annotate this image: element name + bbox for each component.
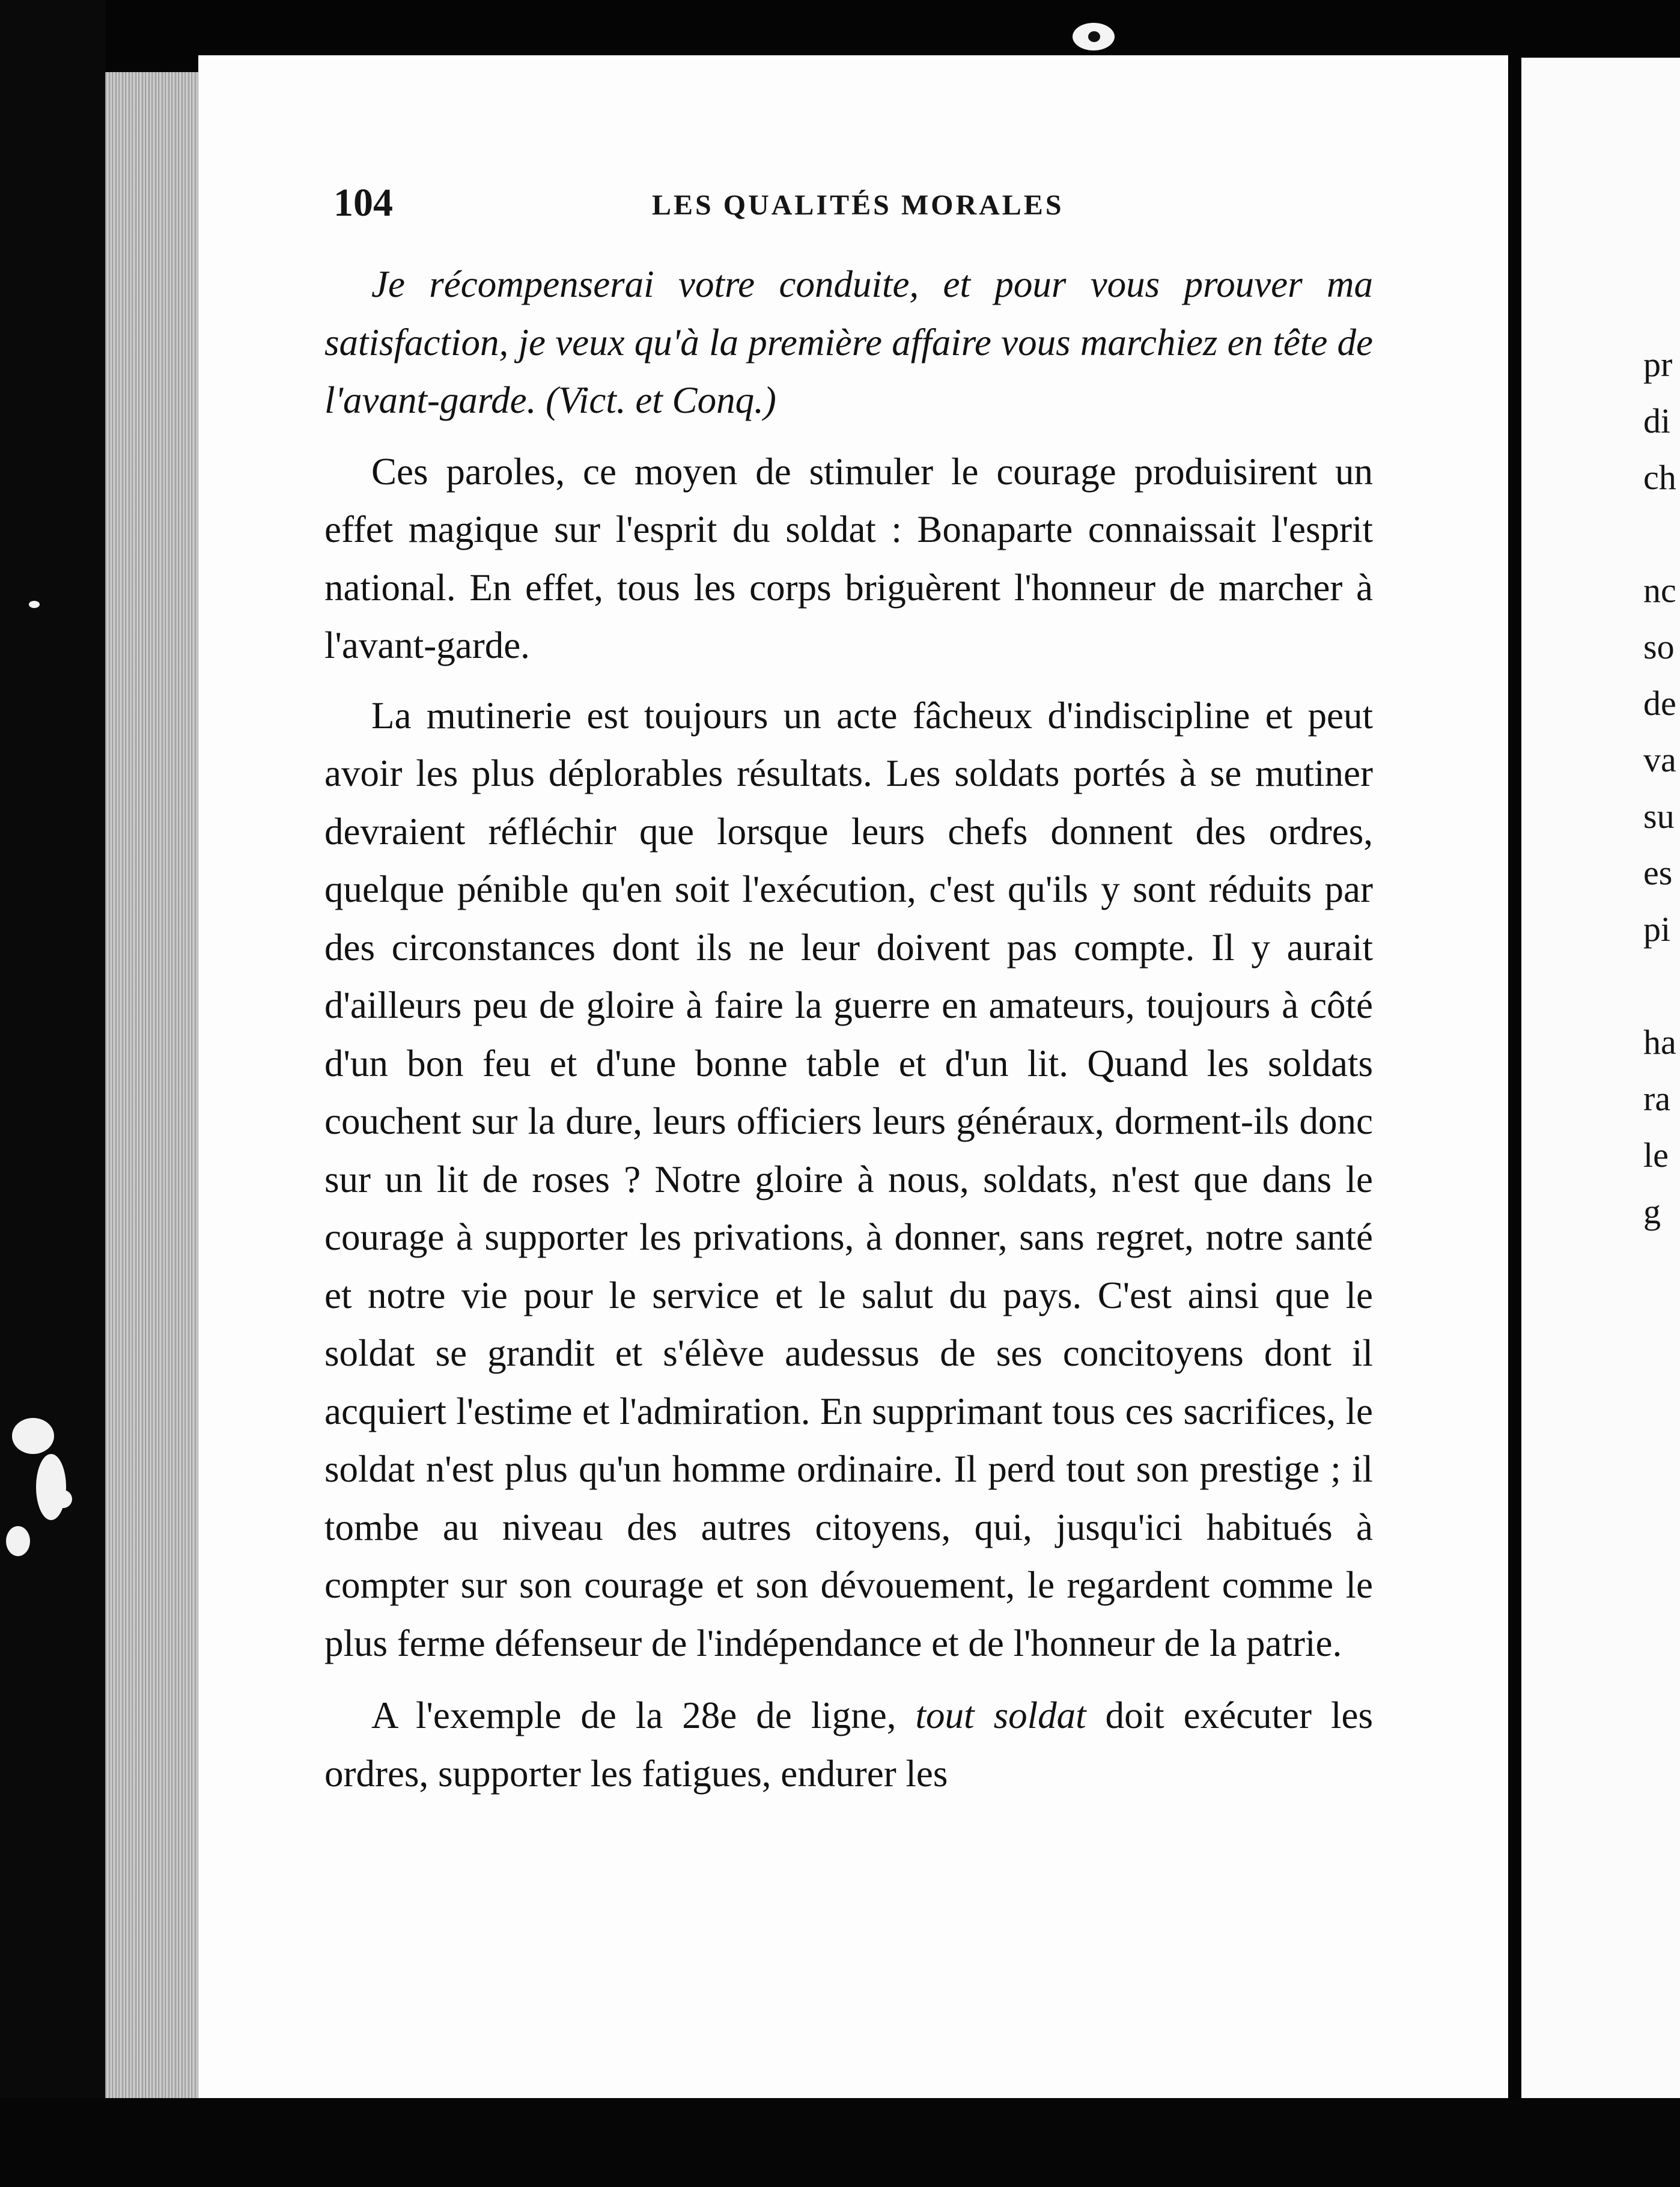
facing-page-fragment: pi — [1643, 910, 1671, 949]
page-number: 104 — [333, 181, 393, 225]
paragraph-text: A l'exemple de la 28e de ligne, — [371, 1694, 916, 1736]
facing-page-fragment: di — [1643, 401, 1671, 440]
paragraph: Ces paroles, ce moyen de stimuler le courage produisirent un effet magique sur l'esprit du soldat : Bonaparte connaissait l'esprit national. En effet, tous les corps briguèrent l'honneur de marcher à l'avant-garde. — [324, 450, 1373, 666]
paragraph-quote — [324, 255, 1373, 430]
facing-page-fragment: de — [1643, 684, 1676, 723]
facing-page-fragment: su — [1643, 797, 1675, 836]
facing-page-fragment: es — [1643, 853, 1673, 892]
paragraph — [324, 1687, 1373, 1802]
book-gutter — [1508, 60, 1521, 2097]
scan-background-left — [0, 0, 105, 2187]
facing-page-fragment: ra — [1643, 1079, 1671, 1118]
facing-page-fragment: pr — [1643, 345, 1673, 384]
scan-background-bottom — [0, 2098, 1680, 2187]
facing-page-fragment: ch — [1643, 458, 1676, 497]
italic-emphasis: tout soldat — [915, 1694, 1086, 1736]
book-page-edges — [105, 72, 204, 2100]
citation: (Vict. et Conq.) — [546, 379, 776, 421]
facing-page-text-fragments — [1643, 336, 1680, 1240]
facing-page-fragment: g — [1643, 1192, 1661, 1231]
page-body-text — [324, 255, 1373, 1806]
facing-page-fragment: so — [1643, 627, 1675, 666]
facing-page-fragment — [1643, 506, 1680, 562]
paragraph: La mutinerie est toujours un acte fâcheux d'indiscipline et peut avoir les plus déplorables résultats. Les soldats portés à se mutiner devraient réfléchir que lorsque leurs chefs donnent des ordres, quelque pénible qu'en soit l'exécution, c'est qu'ils y sont réduits par des circonstances dont ils ne leur doivent pas compte. Il y aurait d'ailleurs peu de gloire à faire la guerre en amateurs, toujours à côté d'un bon feu et d'une bonne table et d'un lit. Quand les soldats couchent sur la dure, leurs officiers leurs généraux, dorment-ils donc sur un lit de roses ? Notre gloire à nous, soldats, n'est que dans le courage à supporter les privations, à donner, sans regret, notre santé et notre vie pour le service et le salut du pays. C'est ainsi que le soldat se grandit et s'élève audessus de ses concitoyens dont il acquiert l'estime et l'admiration. En supprimant tous ces sacrifices, le soldat n'est plus qu'un homme ordinaire. Il perd tout son prestige ; il tombe au niveau des autres citoyens, qui, jusqu'ici habitués à compter sur son courage et son dévouement, le regardent comme le plus ferme défenseur de l'indépendance et de l'honneur de la patrie. — [324, 694, 1373, 1664]
facing-page-fragment: ha — [1643, 1023, 1676, 1062]
facing-page-fragment: va — [1643, 740, 1676, 779]
facing-page-fragment — [1643, 958, 1680, 1014]
quote-text: Je récompenserai votre conduite, et pour vous prouver ma satisfaction, je veux qu'à la première affaire vous marchiez en tête de l'avant-garde. — [324, 263, 1373, 421]
facing-page-fragment: nc — [1643, 571, 1676, 610]
page-header — [333, 180, 1379, 228]
paragraph-text: doit exécuter les ordres, supporter les fatigues, endurer les — [324, 1694, 1373, 1795]
scan-hole-mark — [1073, 23, 1115, 50]
facing-page-fragment: le — [1643, 1136, 1669, 1175]
running-title: LES QUALITÉS MORALES — [652, 189, 1064, 221]
